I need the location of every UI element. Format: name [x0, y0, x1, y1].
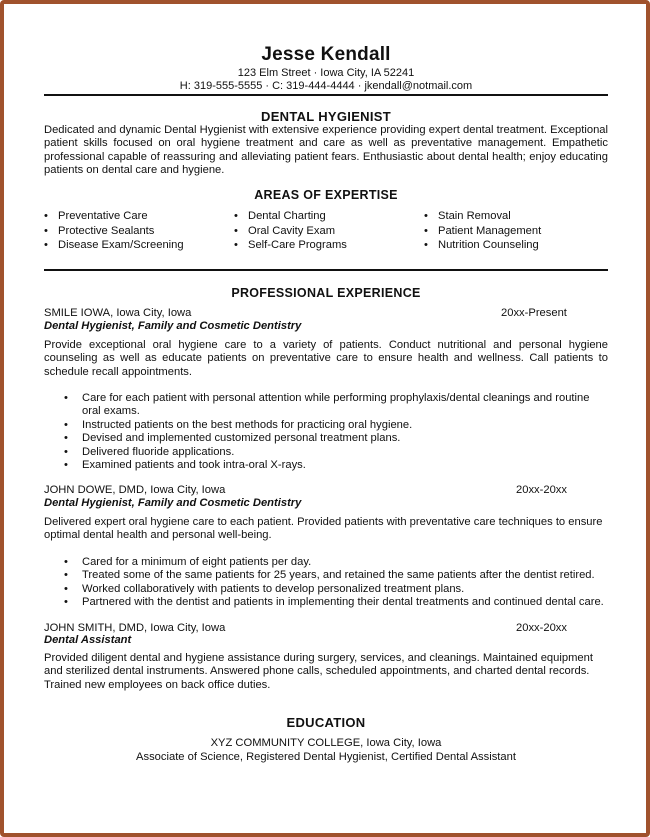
- job-title: Dental Assistant: [44, 634, 132, 646]
- expertise-item: • Dental Charting: [234, 209, 347, 224]
- expertise-item: • Protective Sealants: [44, 224, 184, 239]
- expertise-title: AREAS OF EXPERTISE: [254, 188, 398, 202]
- list-item: • Treated some of the same patients for 25 years, and retained the same patients after the dentist retired.: [44, 569, 604, 582]
- list-item: • Delivered fluoride applications.: [44, 446, 604, 459]
- job-summary: Provided diligent dental and hygiene assistance during surgery, services, and cleanings. Maintained equipment and sterilized dental instruments. Answered phone calls, scheduled appointments, and charted dental records. Trained new employees on back office duties.: [44, 652, 593, 691]
- job-summary: Provide exceptional oral hygiene care to a variety of patients. Conduct nutritional and personal hygiene counseling as well as educate patients on preventative care to ensure health and wellness. Call patients to schedule recall appointments.: [44, 339, 608, 378]
- job-dates: 20xx-20xx: [516, 484, 567, 496]
- job-employer: JOHN DOWE, DMD, Iowa City, Iowa: [44, 484, 226, 496]
- expertise-item: • Disease Exam/Screening: [44, 238, 184, 253]
- job-bullets: [44, 556, 604, 610]
- expertise-item: • Patient Management: [424, 224, 541, 239]
- list-item: • Instructed patients on the best methods for practicing oral hygiene.: [44, 419, 604, 432]
- job-bullets: [44, 392, 604, 472]
- list-item: • Devised and implemented customized personal treatment plans.: [44, 432, 604, 445]
- job-dates: 20xx-Present: [501, 307, 567, 319]
- job-summary: Delivered expert oral hygiene care to each patient. Provided patients with preventative care techniques to ensure optimal dental health and personal well-being.: [44, 516, 603, 542]
- list-item: • Worked collaboratively with patients to develop personalized treatment plans.: [44, 583, 604, 596]
- list-item: • Cared for a minimum of eight patients per day.: [44, 556, 604, 569]
- expertise-column-1: [44, 209, 184, 253]
- list-item: • Partnered with the dentist and patients in implementing their dental treatments and continued dental care.: [44, 596, 604, 609]
- list-item: • Care for each patient with personal attention while performing prophylaxis/dental cleanings and routine oral exams.: [44, 392, 604, 419]
- expertise-column-2: [234, 209, 347, 253]
- job-dates: 20xx-20xx: [516, 622, 567, 634]
- candidate-name: Jesse Kendall: [261, 44, 391, 65]
- expertise-item: • Oral Cavity Exam: [234, 224, 347, 239]
- education-degree: Associate of Science, Registered Dental Hygienist, Certified Dental Assistant: [136, 751, 516, 763]
- objective-text: Dedicated and dynamic Dental Hygienist with extensive experience providing expert dental treatment. Exceptional patient skills focused on oral hygiene treatment and care as well as preventative management. Empathetic professional capable of reassuring and alleviating patient fears. Enthusiastic about dental health; enjoy educating patients on dental care and hygiene.: [44, 124, 608, 177]
- address-line: 123 Elm Street · Iowa City, IA 52241: [237, 67, 415, 79]
- expertise-column-3: [424, 209, 541, 253]
- expertise-divider: [44, 269, 608, 271]
- job-employer: JOHN SMITH, DMD, Iowa City, Iowa: [44, 622, 226, 634]
- expertise-item: • Nutrition Counseling: [424, 238, 541, 253]
- expertise-item: • Preventative Care: [44, 209, 184, 224]
- education-title: EDUCATION: [286, 715, 366, 730]
- objective-title: DENTAL HYGIENIST: [261, 109, 391, 124]
- job-title: Dental Hygienist, Family and Cosmetic Dentistry: [44, 320, 302, 332]
- expertise-item: • Stain Removal: [424, 209, 541, 224]
- experience-title: PROFESSIONAL EXPERIENCE: [231, 286, 421, 300]
- list-item: • Examined patients and took intra-oral X-rays.: [44, 459, 604, 472]
- expertise-item: • Self-Care Programs: [234, 238, 347, 253]
- job-title: Dental Hygienist, Family and Cosmetic Dentistry: [44, 497, 302, 509]
- job-employer: SMILE IOWA, Iowa City, Iowa: [44, 307, 192, 319]
- education-school: XYZ COMMUNITY COLLEGE, Iowa City, Iowa: [210, 737, 442, 749]
- header-divider: [44, 94, 608, 96]
- contact-line: H: 319-555-5555 · C: 319-444-4444 · jkendall@notmail.com: [179, 80, 473, 92]
